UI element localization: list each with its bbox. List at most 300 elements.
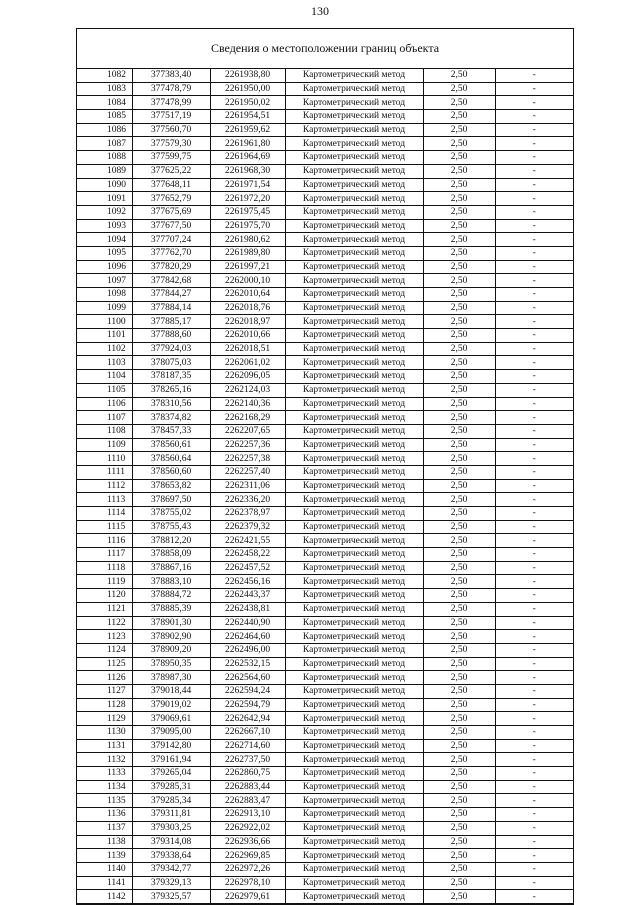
accuracy-cell: 2,50	[423, 246, 495, 260]
y-coordinate-cell: 2262168,29	[210, 411, 285, 425]
accuracy-cell: 2,50	[423, 862, 495, 876]
table-row	[77, 356, 573, 370]
point-number-cell: 1095	[77, 246, 132, 260]
x-coordinate-cell: 377625,22	[132, 164, 210, 178]
point-number-cell: 1115	[77, 520, 132, 534]
table-row	[77, 96, 573, 110]
accuracy-cell: 2,50	[423, 575, 495, 589]
y-coordinate-cell: 2262464,60	[210, 630, 285, 644]
table-row	[77, 69, 573, 82]
accuracy-cell: 2,50	[423, 479, 495, 493]
accuracy-cell: 2,50	[423, 137, 495, 151]
x-coordinate-cell: 378075,03	[132, 356, 210, 370]
x-coordinate-cell: 378755,02	[132, 507, 210, 521]
accuracy-cell: 2,50	[423, 739, 495, 753]
point-number-cell: 1090	[77, 178, 132, 192]
accuracy-cell: 2,50	[423, 96, 495, 110]
description-cell: -	[495, 315, 573, 329]
y-coordinate-cell: 2262594,24	[210, 684, 285, 698]
x-coordinate-cell: 378653,82	[132, 479, 210, 493]
y-coordinate-cell: 2262096,05	[210, 370, 285, 384]
y-coordinate-cell: 2262000,10	[210, 274, 285, 288]
point-number-cell: 1112	[77, 479, 132, 493]
x-coordinate-cell: 379095,00	[132, 726, 210, 740]
point-number-cell: 1099	[77, 301, 132, 315]
method-cell: Картометрический метод	[285, 616, 423, 630]
description-cell: -	[495, 507, 573, 521]
x-coordinate-cell: 379285,31	[132, 780, 210, 794]
coordinates-table	[77, 69, 573, 904]
point-number-cell: 1111	[77, 465, 132, 479]
point-number-cell: 1113	[77, 493, 132, 507]
point-number-cell: 1125	[77, 657, 132, 671]
method-cell: Картометрический метод	[285, 192, 423, 206]
table-row	[77, 862, 573, 876]
y-coordinate-cell: 2262978,10	[210, 876, 285, 890]
table-row	[77, 219, 573, 233]
description-cell: -	[495, 726, 573, 740]
x-coordinate-cell: 378885,39	[132, 602, 210, 616]
method-cell: Картометрический метод	[285, 411, 423, 425]
accuracy-cell: 2,50	[423, 493, 495, 507]
table-row	[77, 589, 573, 603]
method-cell: Картометрический метод	[285, 424, 423, 438]
x-coordinate-cell: 378858,09	[132, 548, 210, 562]
method-cell: Картометрический метод	[285, 589, 423, 603]
description-cell: -	[495, 808, 573, 822]
y-coordinate-cell: 2261938,80	[210, 69, 285, 82]
x-coordinate-cell: 378265,16	[132, 383, 210, 397]
table-row	[77, 739, 573, 753]
x-coordinate-cell: 378901,30	[132, 616, 210, 630]
accuracy-cell: 2,50	[423, 712, 495, 726]
point-number-cell: 1101	[77, 329, 132, 343]
method-cell: Картометрический метод	[285, 315, 423, 329]
accuracy-cell: 2,50	[423, 424, 495, 438]
accuracy-cell: 2,50	[423, 657, 495, 671]
point-number-cell: 1135	[77, 794, 132, 808]
x-coordinate-cell: 377884,14	[132, 301, 210, 315]
accuracy-cell: 2,50	[423, 383, 495, 397]
table-body	[77, 69, 573, 903]
accuracy-cell: 2,50	[423, 808, 495, 822]
method-cell: Картометрический метод	[285, 630, 423, 644]
y-coordinate-cell: 2262010,66	[210, 329, 285, 343]
y-coordinate-cell: 2262642,94	[210, 712, 285, 726]
method-cell: Картометрический метод	[285, 96, 423, 110]
y-coordinate-cell: 2262883,44	[210, 780, 285, 794]
point-number-cell: 1128	[77, 698, 132, 712]
point-number-cell: 1114	[77, 507, 132, 521]
method-cell: Картометрический метод	[285, 342, 423, 356]
point-number-cell: 1102	[77, 342, 132, 356]
description-cell: -	[495, 342, 573, 356]
description-cell: -	[495, 753, 573, 767]
accuracy-cell: 2,50	[423, 589, 495, 603]
table-row	[77, 548, 573, 562]
y-coordinate-cell: 2262140,36	[210, 397, 285, 411]
description-cell: -	[495, 643, 573, 657]
table-row	[77, 575, 573, 589]
y-coordinate-cell: 2261989,80	[210, 246, 285, 260]
y-coordinate-cell: 2261980,62	[210, 233, 285, 247]
table-row	[77, 657, 573, 671]
description-cell: -	[495, 452, 573, 466]
accuracy-cell: 2,50	[423, 260, 495, 274]
description-cell: -	[495, 493, 573, 507]
point-number-cell: 1086	[77, 123, 132, 137]
point-number-cell: 1127	[77, 684, 132, 698]
y-coordinate-cell: 2262257,40	[210, 465, 285, 479]
x-coordinate-cell: 379314,08	[132, 835, 210, 849]
table-row	[77, 465, 573, 479]
description-cell: -	[495, 767, 573, 781]
table-row	[77, 151, 573, 165]
y-coordinate-cell: 2262913,10	[210, 808, 285, 822]
point-number-cell: 1094	[77, 233, 132, 247]
method-cell: Картометрический метод	[285, 739, 423, 753]
accuracy-cell: 2,50	[423, 342, 495, 356]
method-cell: Картометрический метод	[285, 233, 423, 247]
point-number-cell: 1137	[77, 821, 132, 835]
x-coordinate-cell: 378374,82	[132, 411, 210, 425]
point-number-cell: 1110	[77, 452, 132, 466]
x-coordinate-cell: 377885,17	[132, 315, 210, 329]
description-cell: -	[495, 219, 573, 233]
method-cell: Картометрический метод	[285, 329, 423, 343]
x-coordinate-cell: 377648,11	[132, 178, 210, 192]
accuracy-cell: 2,50	[423, 370, 495, 384]
description-cell: -	[495, 438, 573, 452]
point-number-cell: 1132	[77, 753, 132, 767]
description-cell: -	[495, 589, 573, 603]
point-number-cell: 1138	[77, 835, 132, 849]
accuracy-cell: 2,50	[423, 849, 495, 863]
x-coordinate-cell: 377478,99	[132, 96, 210, 110]
y-coordinate-cell: 2261964,69	[210, 151, 285, 165]
y-coordinate-cell: 2261972,20	[210, 192, 285, 206]
point-number-cell: 1133	[77, 767, 132, 781]
point-number-cell: 1109	[77, 438, 132, 452]
x-coordinate-cell: 378987,30	[132, 671, 210, 685]
table-row	[77, 342, 573, 356]
point-number-cell: 1100	[77, 315, 132, 329]
description-cell: -	[495, 82, 573, 96]
description-cell: -	[495, 821, 573, 835]
accuracy-cell: 2,50	[423, 178, 495, 192]
method-cell: Картометрический метод	[285, 876, 423, 890]
accuracy-cell: 2,50	[423, 753, 495, 767]
y-coordinate-cell: 2261997,21	[210, 260, 285, 274]
method-cell: Картометрический метод	[285, 520, 423, 534]
description-cell: -	[495, 383, 573, 397]
table-row	[77, 493, 573, 507]
table-row	[77, 192, 573, 206]
y-coordinate-cell: 2261950,02	[210, 96, 285, 110]
method-cell: Картометрический метод	[285, 602, 423, 616]
page-number: 130	[311, 4, 329, 18]
method-cell: Картометрический метод	[285, 123, 423, 137]
x-coordinate-cell: 379325,57	[132, 890, 210, 904]
x-coordinate-cell: 379311,81	[132, 808, 210, 822]
table-row	[77, 411, 573, 425]
accuracy-cell: 2,50	[423, 411, 495, 425]
accuracy-cell: 2,50	[423, 315, 495, 329]
description-cell: -	[495, 370, 573, 384]
y-coordinate-cell: 2262860,75	[210, 767, 285, 781]
table-row	[77, 288, 573, 302]
table-row	[77, 507, 573, 521]
y-coordinate-cell: 2262564,60	[210, 671, 285, 685]
description-cell: -	[495, 849, 573, 863]
x-coordinate-cell: 377707,24	[132, 233, 210, 247]
point-number-cell: 1120	[77, 589, 132, 603]
table-row	[77, 753, 573, 767]
description-cell: -	[495, 630, 573, 644]
point-number-cell: 1124	[77, 643, 132, 657]
point-number-cell: 1126	[77, 671, 132, 685]
description-cell: -	[495, 411, 573, 425]
method-cell: Картометрический метод	[285, 808, 423, 822]
accuracy-cell: 2,50	[423, 164, 495, 178]
point-number-cell: 1091	[77, 192, 132, 206]
table-row	[77, 370, 573, 384]
point-number-cell: 1142	[77, 890, 132, 904]
table-row	[77, 301, 573, 315]
accuracy-cell: 2,50	[423, 110, 495, 124]
accuracy-cell: 2,50	[423, 561, 495, 575]
accuracy-cell: 2,50	[423, 548, 495, 562]
table-row	[77, 849, 573, 863]
accuracy-cell: 2,50	[423, 630, 495, 644]
y-coordinate-cell: 2262714,60	[210, 739, 285, 753]
x-coordinate-cell: 377560,70	[132, 123, 210, 137]
y-coordinate-cell: 2261954,51	[210, 110, 285, 124]
table-row	[77, 684, 573, 698]
x-coordinate-cell: 377478,79	[132, 82, 210, 96]
accuracy-cell: 2,50	[423, 192, 495, 206]
x-coordinate-cell: 379019,02	[132, 698, 210, 712]
description-cell: -	[495, 602, 573, 616]
x-coordinate-cell: 379285,34	[132, 794, 210, 808]
method-cell: Картометрический метод	[285, 561, 423, 575]
method-cell: Картометрический метод	[285, 671, 423, 685]
point-number-cell: 1092	[77, 205, 132, 219]
accuracy-cell: 2,50	[423, 69, 495, 82]
accuracy-cell: 2,50	[423, 274, 495, 288]
y-coordinate-cell: 2261961,80	[210, 137, 285, 151]
y-coordinate-cell: 2262457,52	[210, 561, 285, 575]
description-cell: -	[495, 698, 573, 712]
y-coordinate-cell: 2262421,55	[210, 534, 285, 548]
description-cell: -	[495, 178, 573, 192]
x-coordinate-cell: 377842,68	[132, 274, 210, 288]
method-cell: Картометрический метод	[285, 698, 423, 712]
accuracy-cell: 2,50	[423, 534, 495, 548]
table-row	[77, 794, 573, 808]
method-cell: Картометрический метод	[285, 110, 423, 124]
table-row	[77, 561, 573, 575]
description-cell: -	[495, 479, 573, 493]
accuracy-cell: 2,50	[423, 465, 495, 479]
method-cell: Картометрический метод	[285, 684, 423, 698]
accuracy-cell: 2,50	[423, 767, 495, 781]
description-cell: -	[495, 671, 573, 685]
accuracy-cell: 2,50	[423, 233, 495, 247]
y-coordinate-cell: 2262458,22	[210, 548, 285, 562]
y-coordinate-cell: 2262378,97	[210, 507, 285, 521]
description-cell: -	[495, 424, 573, 438]
point-number-cell: 1103	[77, 356, 132, 370]
method-cell: Картометрический метод	[285, 82, 423, 96]
x-coordinate-cell: 378884,72	[132, 589, 210, 603]
y-coordinate-cell: 2262440,90	[210, 616, 285, 630]
description-cell: -	[495, 164, 573, 178]
accuracy-cell: 2,50	[423, 452, 495, 466]
x-coordinate-cell: 379069,61	[132, 712, 210, 726]
table-row	[77, 780, 573, 794]
x-coordinate-cell: 378867,16	[132, 561, 210, 575]
x-coordinate-cell: 379303,25	[132, 821, 210, 835]
description-cell: -	[495, 575, 573, 589]
y-coordinate-cell: 2262496,00	[210, 643, 285, 657]
y-coordinate-cell: 2262532,15	[210, 657, 285, 671]
accuracy-cell: 2,50	[423, 835, 495, 849]
boundary-table-frame	[76, 28, 574, 905]
table-row	[77, 329, 573, 343]
description-cell: -	[495, 548, 573, 562]
method-cell: Картометрический метод	[285, 465, 423, 479]
x-coordinate-cell: 378755,43	[132, 520, 210, 534]
accuracy-cell: 2,50	[423, 643, 495, 657]
x-coordinate-cell: 377820,29	[132, 260, 210, 274]
x-coordinate-cell: 377579,30	[132, 137, 210, 151]
table-row	[77, 767, 573, 781]
point-number-cell: 1118	[77, 561, 132, 575]
y-coordinate-cell: 2261971,54	[210, 178, 285, 192]
table-row	[77, 274, 573, 288]
method-cell: Картометрический метод	[285, 288, 423, 302]
method-cell: Картометрический метод	[285, 479, 423, 493]
method-cell: Картометрический метод	[285, 151, 423, 165]
y-coordinate-cell: 2262336,20	[210, 493, 285, 507]
table-row	[77, 726, 573, 740]
y-coordinate-cell: 2261975,70	[210, 219, 285, 233]
accuracy-cell: 2,50	[423, 780, 495, 794]
description-cell: -	[495, 301, 573, 315]
x-coordinate-cell: 378187,35	[132, 370, 210, 384]
point-number-cell: 1129	[77, 712, 132, 726]
description-cell: -	[495, 110, 573, 124]
table-row	[77, 246, 573, 260]
y-coordinate-cell: 2262922,02	[210, 821, 285, 835]
method-cell: Картометрический метод	[285, 205, 423, 219]
x-coordinate-cell: 379338,64	[132, 849, 210, 863]
table-row	[77, 602, 573, 616]
description-cell: -	[495, 684, 573, 698]
description-cell: -	[495, 329, 573, 343]
point-number-cell: 1123	[77, 630, 132, 644]
description-cell: -	[495, 794, 573, 808]
y-coordinate-cell: 2262018,97	[210, 315, 285, 329]
x-coordinate-cell: 378883,10	[132, 575, 210, 589]
x-coordinate-cell: 377844,27	[132, 288, 210, 302]
x-coordinate-cell: 377675,69	[132, 205, 210, 219]
y-coordinate-cell: 2262443,37	[210, 589, 285, 603]
y-coordinate-cell: 2262061,02	[210, 356, 285, 370]
accuracy-cell: 2,50	[423, 301, 495, 315]
accuracy-cell: 2,50	[423, 821, 495, 835]
method-cell: Картометрический метод	[285, 370, 423, 384]
method-cell: Картометрический метод	[285, 301, 423, 315]
point-number-cell: 1136	[77, 808, 132, 822]
point-number-cell: 1104	[77, 370, 132, 384]
table-row	[77, 821, 573, 835]
method-cell: Картометрический метод	[285, 137, 423, 151]
y-coordinate-cell: 2261959,62	[210, 123, 285, 137]
accuracy-cell: 2,50	[423, 288, 495, 302]
table-row	[77, 397, 573, 411]
accuracy-cell: 2,50	[423, 507, 495, 521]
y-coordinate-cell: 2262311,06	[210, 479, 285, 493]
x-coordinate-cell: 378697,50	[132, 493, 210, 507]
accuracy-cell: 2,50	[423, 876, 495, 890]
description-cell: -	[495, 96, 573, 110]
table-row	[77, 205, 573, 219]
table-row	[77, 137, 573, 151]
description-cell: -	[495, 246, 573, 260]
table-row	[77, 479, 573, 493]
accuracy-cell: 2,50	[423, 123, 495, 137]
method-cell: Картометрический метод	[285, 849, 423, 863]
table-row	[77, 643, 573, 657]
accuracy-cell: 2,50	[423, 684, 495, 698]
method-cell: Картометрический метод	[285, 643, 423, 657]
table-row	[77, 82, 573, 96]
x-coordinate-cell: 377383,40	[132, 69, 210, 82]
point-number-cell: 1097	[77, 274, 132, 288]
table-row	[77, 520, 573, 534]
point-number-cell: 1106	[77, 397, 132, 411]
method-cell: Картометрический метод	[285, 726, 423, 740]
y-coordinate-cell: 2262018,76	[210, 301, 285, 315]
table-row	[77, 452, 573, 466]
point-number-cell: 1085	[77, 110, 132, 124]
description-cell: -	[495, 890, 573, 904]
table-row	[77, 808, 573, 822]
description-cell: -	[495, 712, 573, 726]
table-row	[77, 178, 573, 192]
description-cell: -	[495, 534, 573, 548]
x-coordinate-cell: 379329,13	[132, 876, 210, 890]
y-coordinate-cell: 2262972,26	[210, 862, 285, 876]
table-row	[77, 671, 573, 685]
description-cell: -	[495, 520, 573, 534]
table-row	[77, 630, 573, 644]
method-cell: Картометрический метод	[285, 397, 423, 411]
description-cell: -	[495, 465, 573, 479]
accuracy-cell: 2,50	[423, 520, 495, 534]
description-cell: -	[495, 274, 573, 288]
x-coordinate-cell: 377888,60	[132, 329, 210, 343]
accuracy-cell: 2,50	[423, 397, 495, 411]
method-cell: Картометрический метод	[285, 821, 423, 835]
point-number-cell: 1116	[77, 534, 132, 548]
y-coordinate-cell: 2262010,64	[210, 288, 285, 302]
point-number-cell: 1141	[77, 876, 132, 890]
accuracy-cell: 2,50	[423, 329, 495, 343]
table-row	[77, 712, 573, 726]
